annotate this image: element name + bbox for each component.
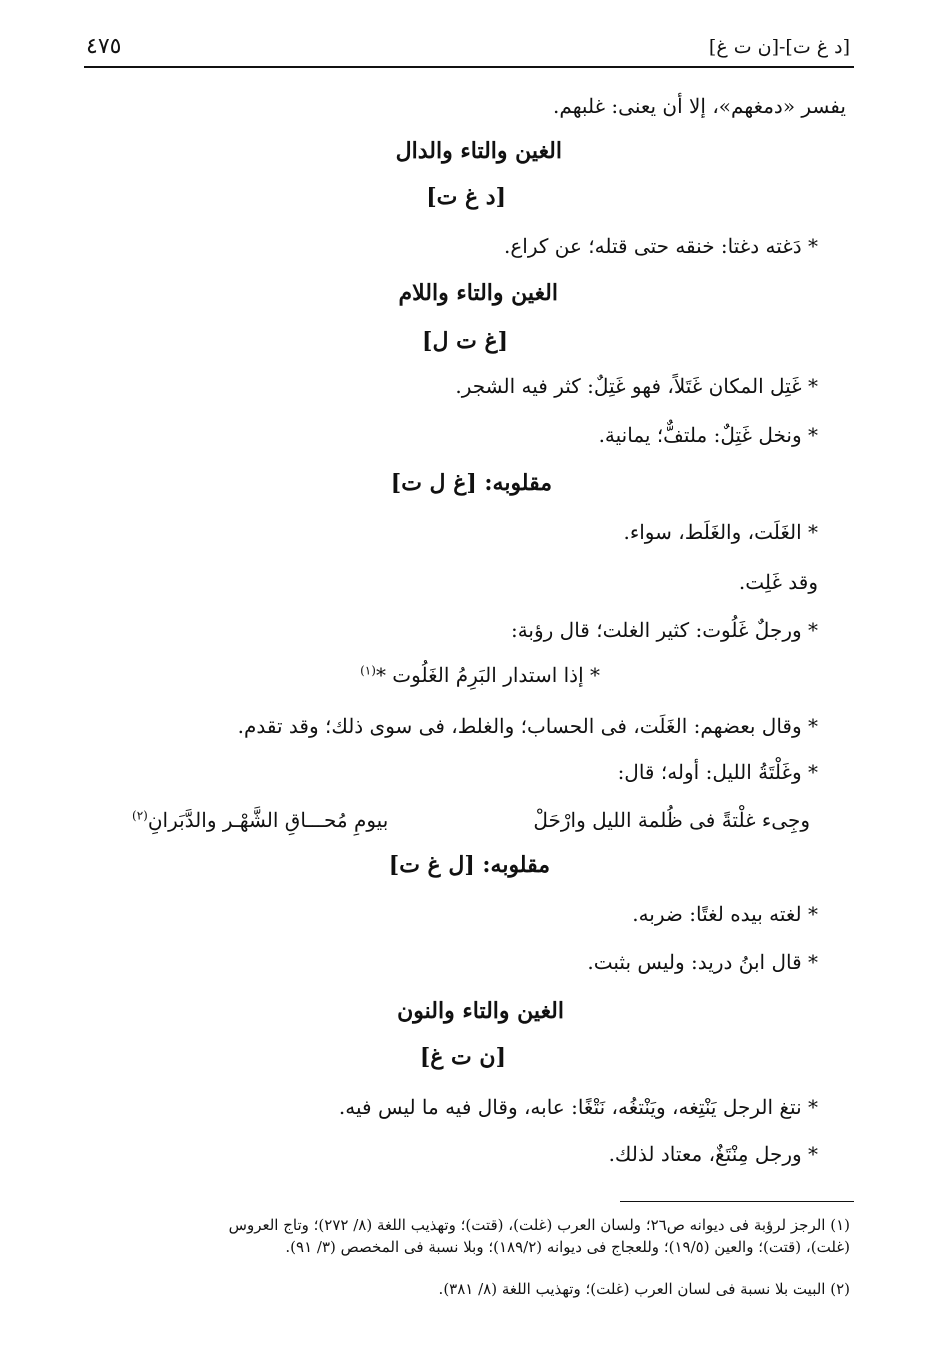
- text-line: * نتغ الرجل يَنْتِغه، ويَنْتغُه، نَتْغًا: عابه، وقال فيه ما ليس فيه.: [338, 1095, 818, 1119]
- footnote-2: (٢) البيت بلا نسبة فى لسان العرب (غلت)؛ وتهذيب اللغة (٨/ ٣٨١).: [438, 1280, 850, 1298]
- footnote-rule: [620, 1201, 854, 1202]
- footnote-1-line-1: (١) الرجز لرؤبة فى ديوانه ص٢٦؛ ولسان العرب (غلت)، (قتت)؛ وتهذيب اللغة (٨/ ٢٧٢)؛ وتاج العروس: [228, 1216, 850, 1234]
- footnote-1: [86, 1214, 850, 1258]
- section-heading: مقلوبه: [غ ل ت]: [390, 470, 552, 496]
- header-rule: [84, 66, 854, 68]
- text-line: * وقال بعضهم: الغَلَت، فى الحساب؛ والغلط، فى سوى ذلك؛ وقد تقدم.: [237, 714, 818, 738]
- section-heading: مقلوبه: [ل غ ت]: [388, 852, 550, 878]
- running-header-title: [د غ ت]-[ن ت غ]: [708, 36, 850, 58]
- text-line: * ورجل مِنْتَغٌ، معتاد لذلك.: [608, 1142, 818, 1166]
- root-heading: [د غ ت]: [426, 184, 506, 210]
- footnote-ref: (١): [360, 663, 376, 678]
- footnote-ref: (٢): [132, 808, 148, 823]
- text-line: * قال ابنُ دريد: وليس بثبت.: [587, 950, 818, 974]
- text-line: * الغَلَت، والغَلَط، سواء.: [623, 520, 818, 544]
- verse-first-hemistich: وجِىء غلْتةً فى ظُلمة الليل وارْحَلْ: [533, 808, 810, 832]
- text-line: * ورجلٌ غَلُوت: كثير الغلت؛ قال رؤبة:: [510, 618, 818, 642]
- root-heading: [غ ت ل]: [422, 328, 508, 354]
- verse-line: [360, 663, 600, 687]
- text-line: * غَتِل المكان غَتَلاً، فهو غَتِلٌ: كثر فيه الشجر.: [455, 374, 818, 398]
- root-heading: [ن ت غ]: [419, 1044, 506, 1070]
- text-line: * ونخل غَتِلٌ: ملتفٌّ؛ يمانية.: [598, 423, 818, 447]
- text-line: يفسر «دمغهم»، إلا أن يعنى: غلبهم.: [553, 94, 846, 118]
- page-number: ٤٧٥: [86, 34, 122, 59]
- text-line: * دَغته دغتا: خنقه حتى قتله؛ عن كراع.: [503, 234, 818, 258]
- verse-text: بيومِ مُحـــاقِ الشَّهْـر والدَّبَرانِ: [147, 808, 389, 832]
- section-heading: الغين والتاء والنون: [397, 998, 564, 1024]
- text-line: * وغَلْتَةُ الليل: أوله؛ قال:: [617, 760, 818, 784]
- section-heading: الغين والتاء والدال: [395, 138, 562, 164]
- section-heading: الغين والتاء واللام: [398, 280, 558, 306]
- verse-second-hemistich: [132, 808, 388, 832]
- text-line: * لغته بيده لغتًا: ضربه.: [632, 902, 818, 926]
- text-line: وقد غَلِت.: [738, 570, 818, 594]
- verse-text: * إذا استدار البَرِمُ الغَلُوت *: [375, 663, 600, 687]
- footnote-1-line-2: (غلت)، (قتت)؛ والعين (١٩/٥)؛ وللعجاج فى ديوانه (١٨٩/٢)؛ وبلا نسبة فى المخصص (٣/ ٩١).: [285, 1238, 850, 1256]
